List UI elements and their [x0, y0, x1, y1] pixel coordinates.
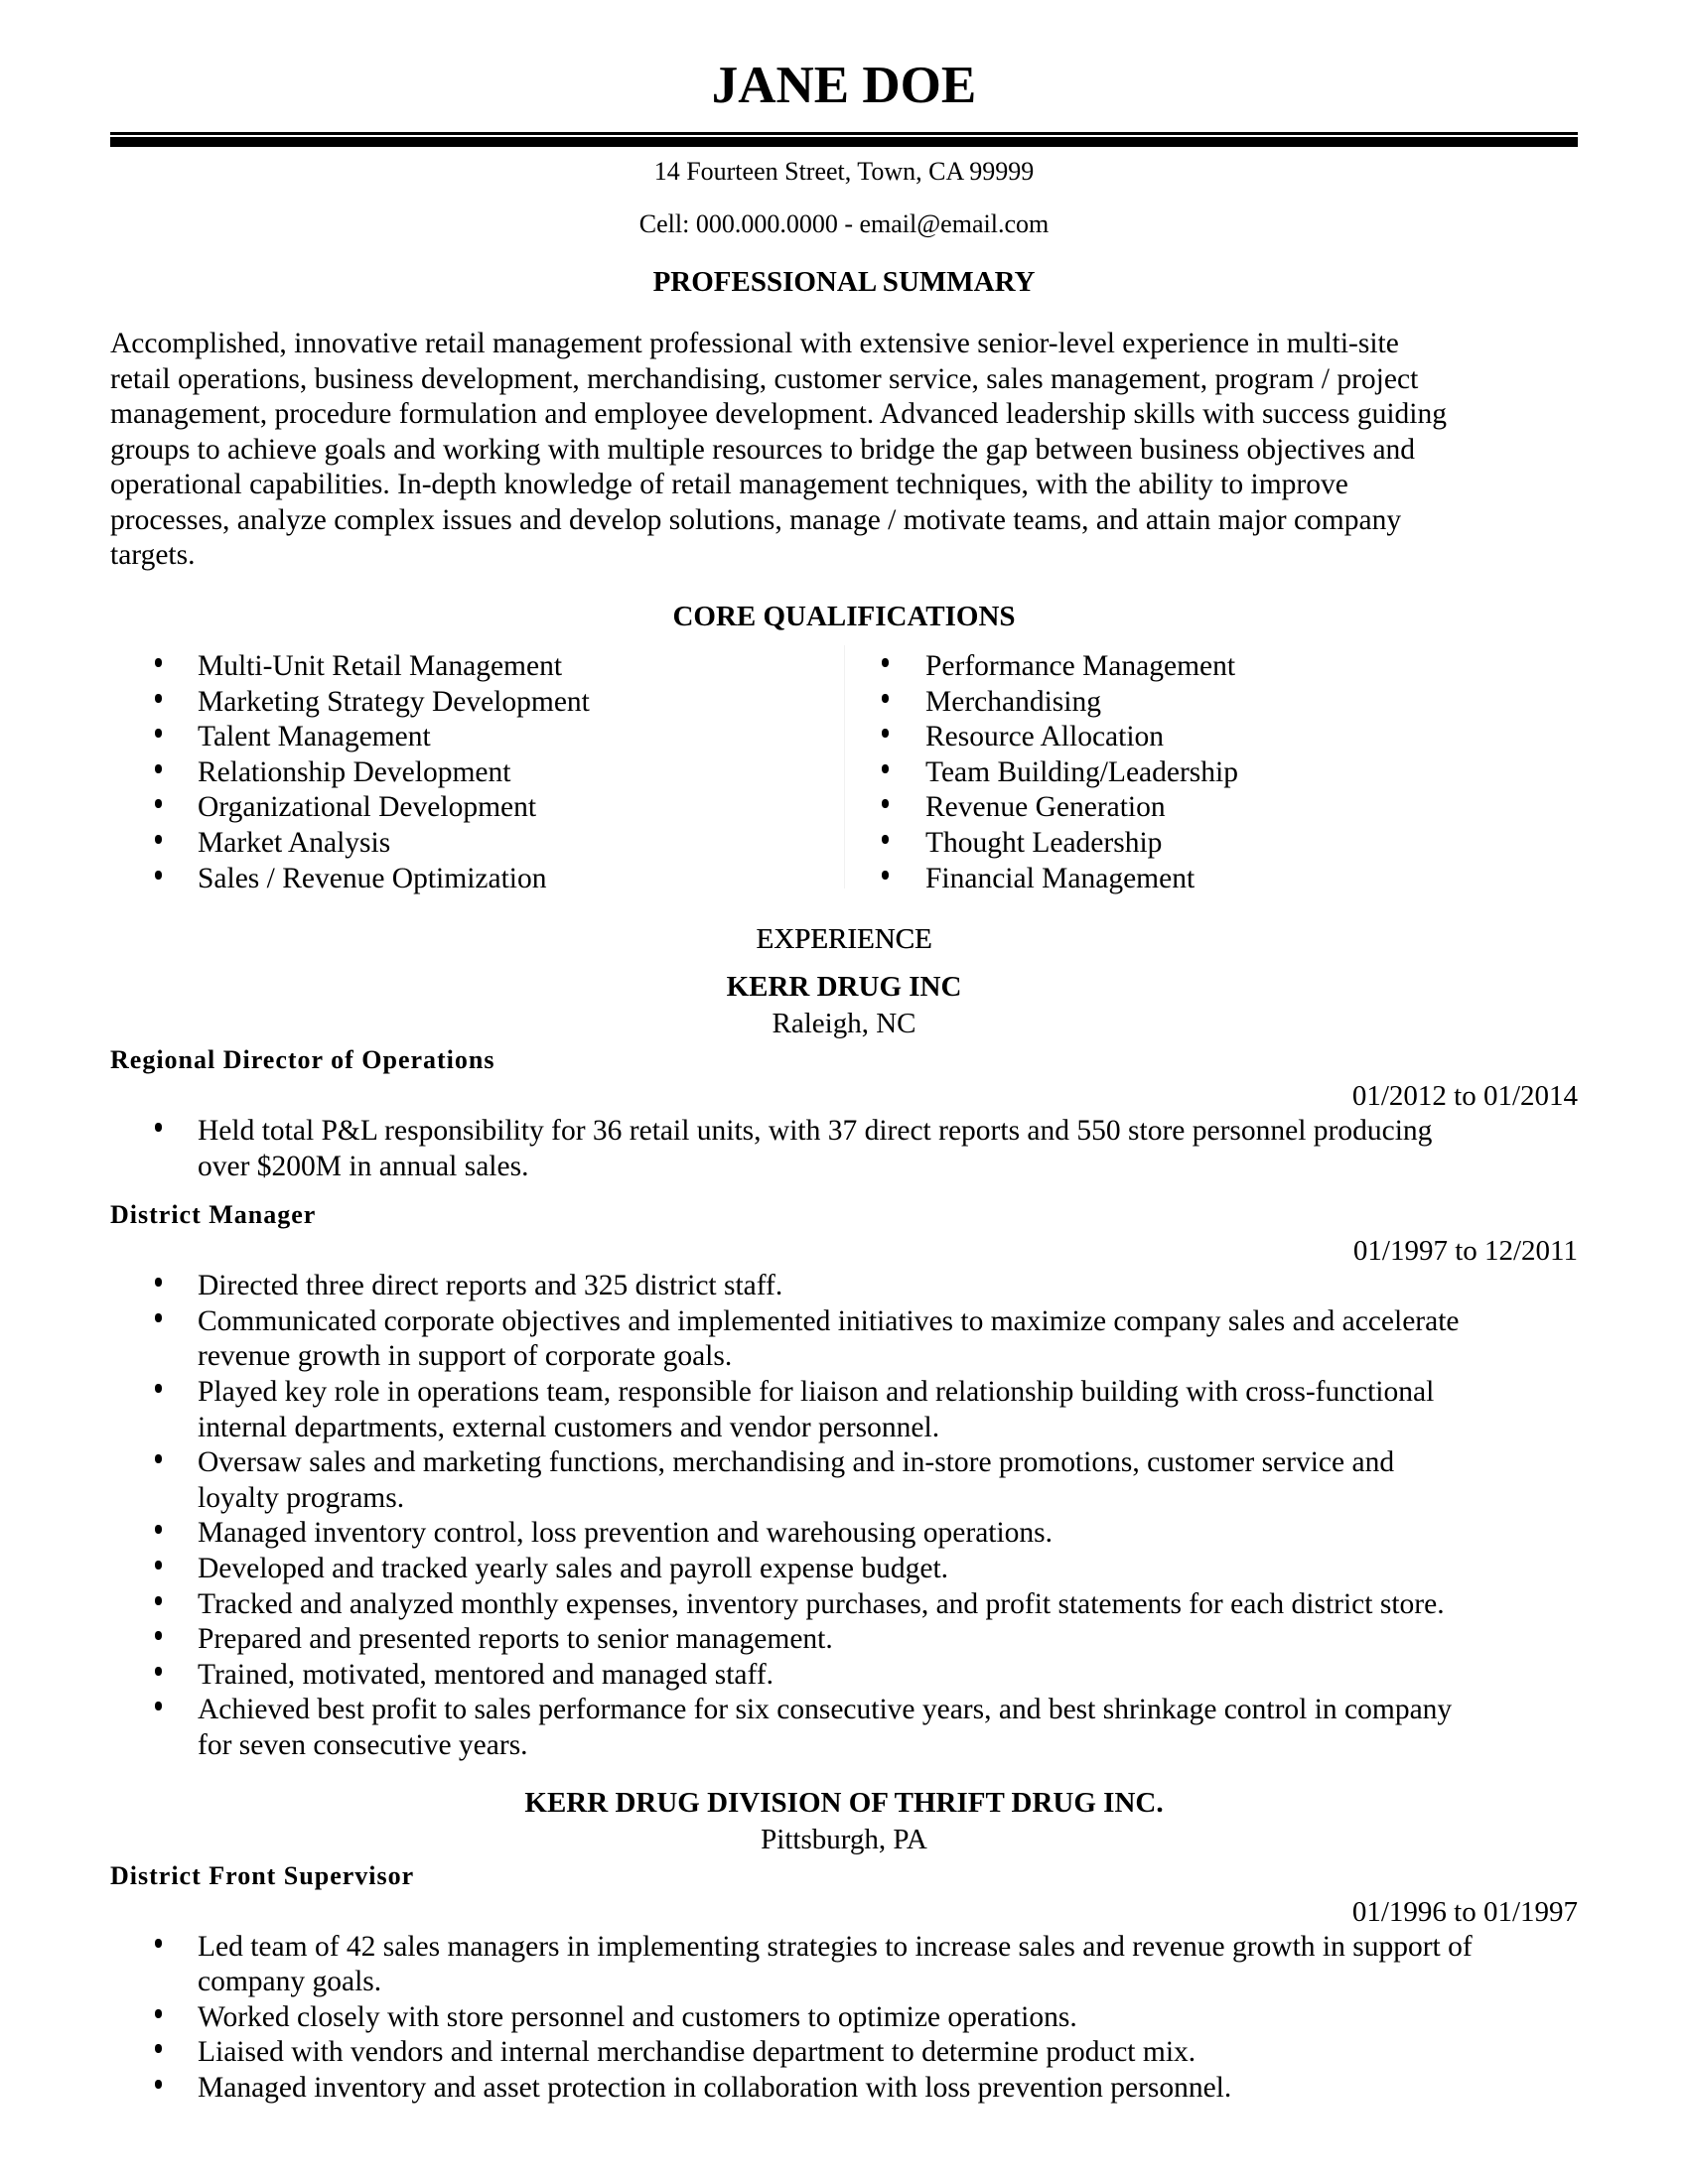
qualification-item: Marketing Strategy Development	[198, 685, 590, 718]
qualification-item: Thought Leadership	[925, 827, 1163, 859]
bullet-icon	[155, 1278, 162, 1287]
bullet-icon	[155, 2044, 162, 2053]
job-bullet-line: Tracked and analyzed monthly expenses, inventory purchases, and profit statements for each district store.	[198, 1587, 1445, 1620]
bullet-icon	[155, 694, 162, 703]
bullet-icon	[155, 764, 162, 773]
bullet-icon	[882, 799, 889, 808]
job-bullet-line: Led team of 42 sales managers in implementing strategies to increase sales and revenue growth in support of	[198, 1930, 1473, 1963]
qualification-item: Multi-Unit Retail Management	[198, 650, 563, 682]
bullet-icon	[155, 2080, 162, 2089]
bullet-icon	[155, 1123, 162, 1132]
bullet-icon	[155, 1702, 162, 1710]
job-bullet-line: company goals.	[198, 1966, 382, 1998]
qualifications-column-divider	[844, 645, 845, 888]
job-bullet-line: Oversaw sales and marketing functions, merchandising and in-store promotions, customer service and	[198, 1446, 1395, 1479]
bullet-icon	[155, 729, 162, 738]
job-dates: 01/1997 to 12/2011	[1352, 1235, 1578, 1268]
summary-line: processes, analyze complex issues and develop solutions, manage / motivate teams, and attain major company	[110, 503, 1402, 536]
qualification-item: Talent Management	[198, 721, 431, 753]
summary-line: groups to achieve goals and working with multiple resources to bridge the gap between business objectives and	[110, 433, 1416, 466]
bullet-icon	[155, 1631, 162, 1640]
bullet-icon	[155, 658, 162, 667]
contact-line: Cell: 000.000.0000 - email@email.com	[638, 209, 1050, 238]
job-bullet-line: Developed and tracked yearly sales and payroll expense budget.	[198, 1553, 949, 1584]
qualification-item: Merchandising	[925, 685, 1101, 718]
qualification-item: Revenue Generation	[925, 791, 1166, 824]
job-bullet-line: Worked closely with store personnel and customers to optimize operations.	[198, 2000, 1077, 2033]
bullet-icon	[155, 871, 162, 880]
summary-line: management, procedure formulation and employee development. Advanced leadership skills with success guiding	[110, 398, 1447, 430]
bullet-icon	[155, 1313, 162, 1322]
job-title: Regional Director of Operations	[110, 1045, 495, 1074]
bullet-icon	[155, 1454, 162, 1463]
candidate-name: JANE DOE	[711, 57, 977, 114]
company-name: KERR DRUG DIVISION OF THRIFT DRUG INC.	[524, 1786, 1164, 1819]
bullet-icon	[882, 694, 889, 703]
job-bullet-line: Trained, motivated, mentored and managed staff.	[198, 1658, 774, 1691]
qualification-item: Financial Management	[925, 862, 1196, 894]
job-bullet-line: loyalty programs.	[198, 1481, 405, 1514]
header-rule-thin	[110, 132, 1578, 135]
summary-line: Accomplished, innovative retail management professional with extensive senior-level experience in multi-site	[110, 328, 1399, 359]
bullet-icon	[882, 835, 889, 844]
bullet-icon	[155, 1939, 162, 1948]
job-bullet-line: Prepared and presented reports to senior management.	[198, 1623, 833, 1656]
company-location: Raleigh, NC	[772, 1008, 916, 1039]
job-bullet-line: Communicated corporate objectives and implemented initiatives to maximize company sales and accelerate	[198, 1304, 1460, 1337]
job-bullet-line: revenue growth in support of corporate goals.	[198, 1340, 733, 1373]
job-bullet-line: Directed three direct reports and 325 district staff.	[198, 1270, 783, 1302]
job-dates: 01/1996 to 01/1997	[1351, 1895, 1578, 1928]
qualification-item: Sales / Revenue Optimization	[198, 862, 547, 894]
job-dates: 01/2012 to 01/2014	[1351, 1080, 1578, 1112]
header-rule-thick	[110, 137, 1578, 147]
job-bullet-line: Liaised with vendors and internal merchandise department to determine product mix.	[198, 2036, 1196, 2069]
bullet-icon	[882, 729, 889, 738]
qualification-item: Relationship Development	[198, 755, 511, 788]
company-name: KERR DRUG INC	[726, 971, 962, 1003]
qualifications-heading: CORE QUALIFICATIONS	[672, 601, 1016, 632]
qualification-item: Resource Allocation	[925, 721, 1165, 753]
job-title: District Manager	[110, 1200, 317, 1230]
qualification-item: Market Analysis	[198, 827, 391, 859]
job-bullet-line: Managed inventory control, loss prevention and warehousing operations.	[198, 1517, 1054, 1550]
job-bullet-line: Achieved best profit to sales performance for six consecutive years, and best shrinkage control in company	[198, 1694, 1453, 1726]
job-bullet-line: over $200M in annual sales.	[198, 1150, 529, 1182]
job-bullet-line: Held total P&L responsibility for 36 retail units, with 37 direct reports and 550 store personnel producing	[198, 1115, 1433, 1147]
summary-heading: PROFESSIONAL SUMMARY	[652, 266, 1036, 298]
job-bullet-line: Played key role in operations team, responsible for liaison and relationship building with cross-functional	[198, 1376, 1435, 1408]
job-bullet-line: internal departments, external customers and vendor personnel.	[198, 1411, 940, 1443]
qualification-item: Team Building/Leadership	[925, 755, 1238, 788]
bullet-icon	[155, 835, 162, 844]
bullet-icon	[882, 764, 889, 773]
bullet-icon	[155, 799, 162, 808]
summary-line: operational capabilities. In-depth knowledge of retail management techniques, with the ability to improve	[110, 469, 1348, 500]
bullet-icon	[155, 1667, 162, 1676]
experience-heading: EXPERIENCE	[756, 923, 932, 955]
bullet-icon	[882, 871, 889, 880]
bullet-icon	[155, 1561, 162, 1570]
address: 14 Fourteen Street, Town, CA 99999	[653, 157, 1035, 186]
bullet-icon	[155, 2009, 162, 2018]
bullet-icon	[155, 1525, 162, 1534]
job-title: District Front Supervisor	[110, 1860, 415, 1890]
summary-line: targets.	[110, 539, 196, 571]
job-bullet-line: for seven consecutive years.	[198, 1729, 528, 1761]
bullet-icon	[155, 1596, 162, 1605]
bullet-icon	[155, 1384, 162, 1393]
company-location: Pittsburgh, PA	[761, 1823, 927, 1855]
summary-line: retail operations, business development, merchandising, customer service, sales management, program / project	[110, 362, 1419, 395]
qualification-item: Performance Management	[925, 650, 1236, 682]
qualification-item: Organizational Development	[198, 791, 537, 824]
bullet-icon	[882, 658, 889, 667]
job-bullet-line: Managed inventory and asset protection in collaboration with loss prevention personnel.	[198, 2072, 1232, 2104]
